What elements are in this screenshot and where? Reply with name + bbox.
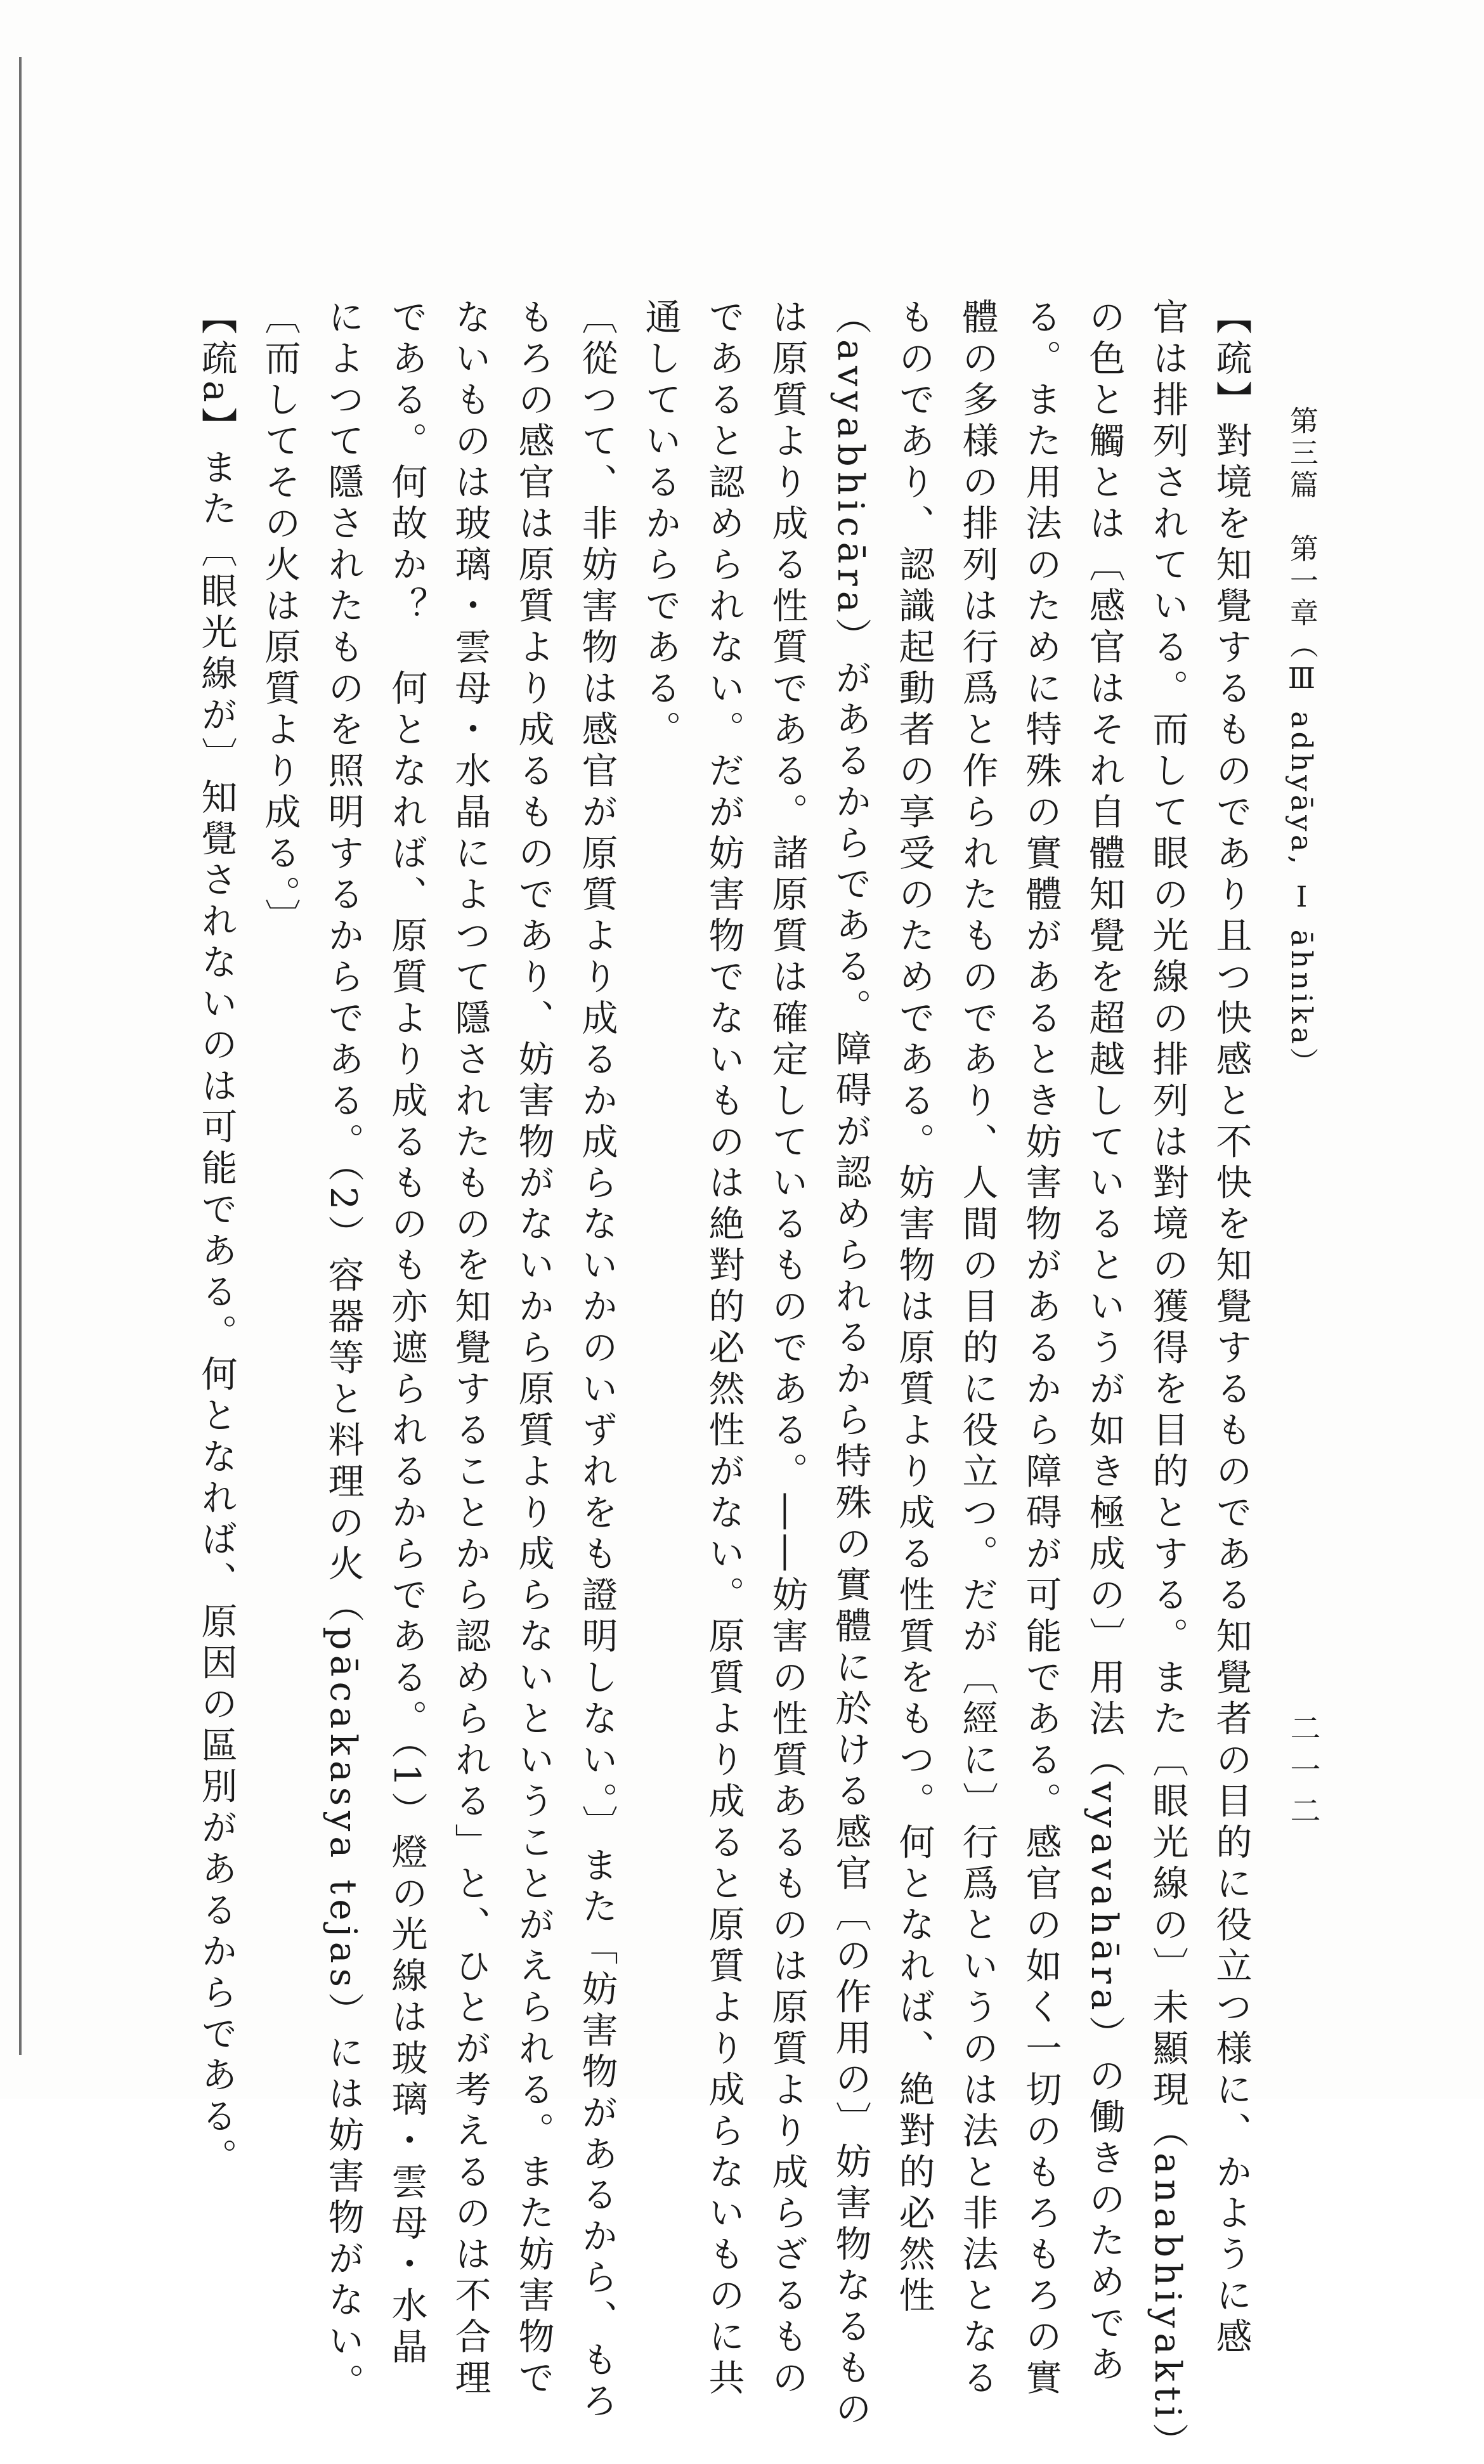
text-line: 【疏】對境を知覺するものであり且つ快感と不快を知覺するものである知覺者の目的に役立つ様に、かように感 <box>1210 298 1252 2359</box>
text-line: は原質より成る性質である。諸原質は確定しているものである。――妨害の性質あるものは原質より成らざるもの <box>766 298 808 2400</box>
text-line: 官は排列されている。而して眼の光線の排列は對境の獲得を目的とする。また〔眼光線の〕未顯現（anabhiyakti） <box>1147 298 1188 2464</box>
text-line: 通しているからである。 <box>639 298 681 752</box>
text-line: であると認められない。だが妨害物でないものは絶對的必然性がない。原質より成ると原質より成らないものに共 <box>703 298 745 2400</box>
page-number: 二一二 <box>1285 1712 1320 1836</box>
text-line: ないものは玻璃・雲母・水晶によつて隱されたものを知覺することから認められる」と、ひとが考えるのは不合理 <box>449 298 491 2400</box>
text-line: もろの感官は原質より成るものであり、妨害物がないから原質より成らないということがえられる。また妨害物で <box>512 298 554 2400</box>
scan-edge-line <box>19 57 22 2055</box>
text-line: 體の多様の排列は行爲と作られたものであり、人間の目的に役立つ。だが〔經に〕行爲というのは法と非法となる <box>956 298 998 2400</box>
text-line: 【疏a】また〔眼光線が〕知覺されないのは可能である。何となれば、原因の區別があるからである。 <box>195 298 237 2180</box>
text-line: （avyabhicāra）があるからである。障碍が認められるから特殊の實體に於ける感官〔の作用の〕妨害物なるもの <box>830 298 871 2431</box>
text-line: の色と觸とは〔感官はそれ自體知覺を超越しているというが如き極成の〕用法（vyavahāra）の働きのためであ <box>1083 298 1125 2387</box>
running-header: 第三篇 第一章（Ⅲ adhyāya, Ⅰ āhnika） <box>1285 406 1318 1079</box>
text-line: 〔從つて、非妨害物は感官が原質より成るか成らないかのいずれをも證明しない。〕また「妨害物があるから、もろ <box>576 298 618 2423</box>
text-line: ものであり、認識起動者の享受のためである。妨害物は原質より成る性質をもつ。何となれば、絶對的必然性 <box>893 298 935 2318</box>
text-line: によつて隱されたものを照明するからである。（2）容器等と料理の火（pācakasya tejas）には妨害物がない。 <box>322 298 364 2404</box>
text-line: る。また用法のために特殊の實體があるとき妨害物があるから障碍が可能である。感官の如く一切のもろもろの實 <box>1020 298 1062 2400</box>
text-line: である。何故か？ 何となれば、原質より成るものも亦遮られるからである。（1）燈の光線は玻璃・雲母・水晶 <box>386 298 427 2369</box>
text-line: 〔而してその火は原質より成る。〕 <box>259 298 301 940</box>
